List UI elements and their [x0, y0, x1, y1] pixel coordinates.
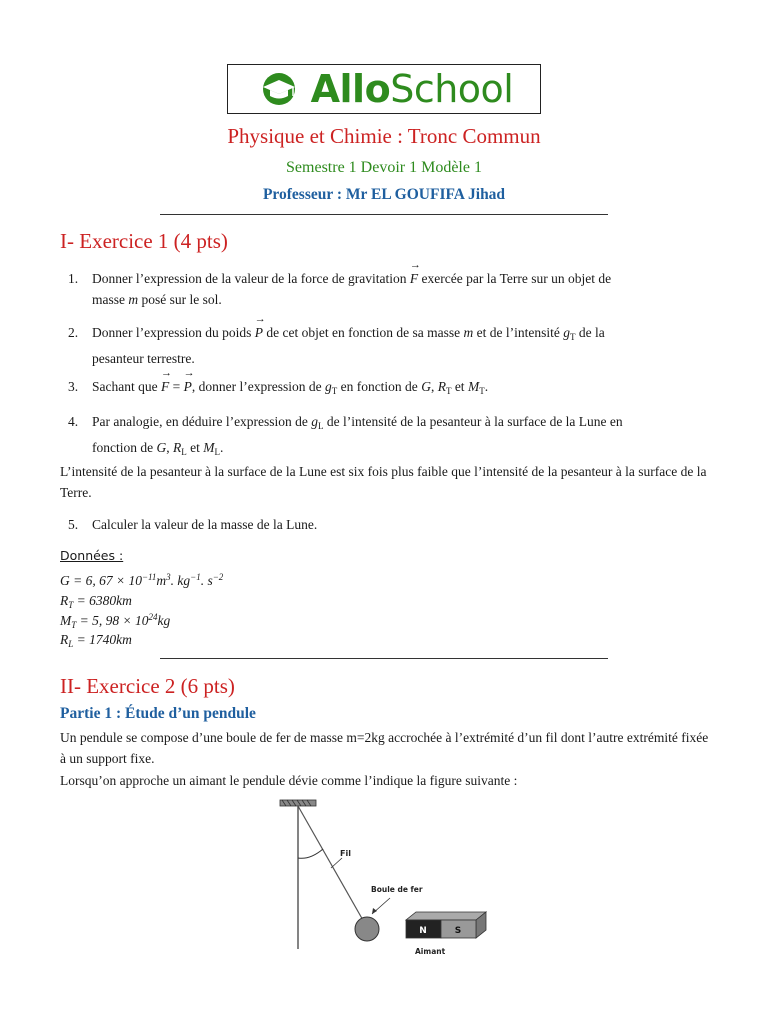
label-fil: Fil [340, 849, 351, 858]
label-s: S [454, 926, 462, 936]
question-3: 3. Sachant que → F = → P, donner l’expression de $g_T$ en fonction de G, $R_T$ et $M_T$. [68, 376, 708, 402]
pendulum-string [298, 806, 364, 922]
exercise-2-heading: II- Exercice 2 (6 pts) [60, 674, 235, 698]
pendulum-description: Un pendule se compose d’une boule de fer de masse m=2kg accrochée à l’extrémité d’un fil dont l’autre extrémité fixée à un support fixe. [60, 730, 709, 766]
data-earth-radius: $R_T = 6380km$ [60, 593, 132, 610]
label-n: N [419, 926, 427, 936]
pendulum-figure [0, 794, 768, 1024]
data-gravitational-constant: G = 6, $67 \times 10^{-11}m^3$. $kg^{-1}$. $s^{-2}$ [60, 572, 224, 588]
document-subtitle: Semestre 1 Devoir 1 Modèle 1 [286, 159, 482, 176]
section-divider [160, 658, 608, 659]
moon-gravity-paragraph: L’intensité de la pesanteur à la surface de la Lune est six fois plus faible que l’intensité de la pesanteur à la surface de la Terre. [60, 464, 707, 500]
logo-text: AlloSchool [310, 67, 514, 111]
data-moon-radius: $R_L = 1740km$ [60, 632, 132, 649]
header-divider [160, 214, 608, 215]
question-5: 5. Calculer la valeur de la masse de la Lune. [68, 517, 318, 532]
professor-name: Professeur : Mr EL GOUFIFA Jihad [262, 186, 506, 203]
alloschool-logo [227, 64, 541, 114]
magnet-intro: Lorsqu’on approche un aimant le pendule dévie comme l’indique la figure suivante : [60, 773, 518, 788]
question-4: 4. Par analogie, en déduire l’expression de $g_L$ de l’intensité de la pesanteur à la surface de la Lune en fonction de G, $R_L$ et $M_L$. [68, 414, 623, 457]
magnet [406, 912, 486, 938]
data-earth-mass: $M_T = 5$, $98 \times 10^{24}kg$ [60, 612, 171, 630]
question-2: 2. Donner l’expression du poids → P de cet objet en fonction de sa masse m et de l’intensité $g_T$ de la pesanteur terrestre. [68, 322, 708, 369]
deviation-angle-arc [298, 849, 323, 858]
label-aimant: Aimant [415, 947, 446, 956]
document-title: Physique et Chimie : Tronc Commun [227, 124, 541, 148]
data-label: Données : [60, 548, 124, 563]
label-boule: Boule de fer [371, 885, 423, 894]
question-1: 1. Donner l’expression de la valeur de la force de gravitation → F exercée par la Terre sur un objet de masse m posé sur le sol. [68, 268, 708, 310]
iron-ball [355, 917, 379, 941]
exercise-1-heading: I- Exercice 1 (4 pts) [60, 229, 228, 253]
part-1-heading: Partie 1 : Étude d’un pendule [60, 705, 256, 722]
graduation-cap-icon [255, 72, 303, 106]
